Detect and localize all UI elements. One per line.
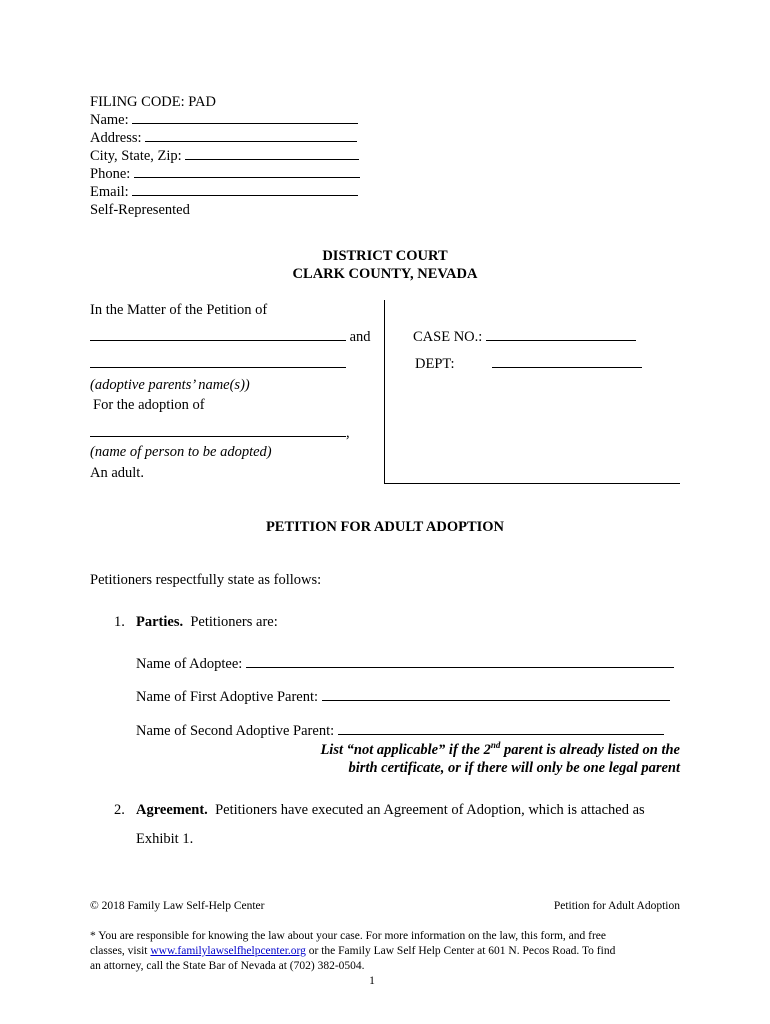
adoptee-field-line[interactable]	[246, 666, 674, 668]
footer-form-name: Petition for Adult Adoption	[553, 900, 680, 912]
adoptee-line-row	[90, 425, 350, 442]
self-help-center-link[interactable]: www.familylawselfhelpcenter.org	[150, 945, 306, 957]
address-field-line[interactable]	[145, 140, 357, 142]
second-parent-label: Name of Second Adoptive Parent:	[136, 723, 335, 739]
item-1-body: Petitioners are:	[190, 614, 278, 630]
first-parent-row	[136, 689, 670, 706]
adoptee-row	[136, 656, 674, 673]
item-2-text	[136, 802, 645, 819]
city-state-zip-label: City, State, Zip:	[90, 148, 182, 164]
dept-label: DEPT:	[415, 356, 455, 372]
footer-disclaimer-2: classes, visit www.familylawselfhelpcenter.org or the Family Law Self Help Center at 601 N. Pecos Road. To find	[90, 945, 616, 957]
for-adoption-text: For the adoption of	[93, 397, 205, 413]
email-label: Email:	[90, 184, 129, 200]
name-field-line[interactable]	[132, 122, 358, 124]
case-no-field-line[interactable]	[486, 339, 636, 341]
adoptee-label: Name of Adoptee:	[136, 656, 243, 672]
case-no-row	[413, 329, 636, 346]
intro-text: Petitioners respectfully state as follows:	[90, 572, 322, 588]
city-state-zip-field-line[interactable]	[185, 158, 359, 160]
filing-code: FILING CODE: PAD	[90, 94, 216, 110]
second-parent-row	[136, 723, 664, 740]
item-1-number: 1.	[114, 614, 125, 630]
item-1-heading: Parties.	[136, 614, 184, 630]
page-number: 1	[369, 975, 375, 987]
adult-text: An adult.	[90, 465, 144, 481]
footer-disclaimer-3: an attorney, call the State Bar of Nevada at (702) 382-0504.	[90, 960, 365, 972]
second-parent-field-line[interactable]	[338, 733, 664, 735]
item-2-line-2: Exhibit 1.	[136, 831, 194, 847]
adoptive-parents-note: (adoptive parents’ name(s))	[90, 377, 250, 393]
phone-field-row	[90, 166, 360, 183]
adopted-person-note: (name of person to be adopted)	[90, 444, 272, 460]
item-2-body: Petitioners have executed an Agreement of Adoption, which is attached as	[215, 802, 645, 818]
email-field-line[interactable]	[132, 194, 358, 196]
petitioner-name-line-2[interactable]	[90, 366, 346, 368]
matter-text: In the Matter of the Petition of	[90, 302, 268, 318]
dept-row	[492, 356, 642, 373]
item-2-heading: Agreement.	[136, 802, 208, 818]
address-label: Address:	[90, 130, 142, 146]
self-represented: Self-Represented	[90, 202, 190, 218]
address-field-row	[90, 130, 357, 147]
petitioner-name-line[interactable]	[90, 339, 346, 341]
adoptee-name-line[interactable]	[90, 435, 346, 437]
petitioner-line-row	[90, 329, 371, 346]
phone-label: Phone:	[90, 166, 131, 182]
phone-field-line[interactable]	[134, 176, 360, 178]
court-county: CLARK COUNTY, NEVADA	[292, 266, 478, 282]
not-applicable-note-line-2: birth certificate, or if there will only be one legal parent	[348, 760, 680, 776]
first-parent-field-line[interactable]	[322, 699, 670, 701]
item-2-number: 2.	[114, 802, 125, 818]
footer-disclaimer-1: * You are responsible for knowing the law about your case. For more information on the law, this form, and free	[90, 930, 606, 942]
document-title: PETITION FOR ADULT ADOPTION	[265, 519, 505, 535]
item-1-text	[136, 614, 278, 631]
petitioner-line-row-2	[90, 356, 346, 373]
case-no-label: CASE NO.:	[413, 329, 483, 345]
comma: ,	[346, 425, 350, 441]
footer-copyright: © 2018 Family Law Self-Help Center	[90, 900, 265, 912]
not-applicable-note: List “not applicable” if the 2nd parent is already listed on the	[320, 740, 680, 758]
caption-bottom-rule	[384, 483, 680, 484]
name-field-row	[90, 112, 358, 129]
email-field-row	[90, 184, 358, 201]
dept-field-line[interactable]	[492, 366, 642, 368]
name-label: Name:	[90, 112, 129, 128]
city-field-row	[90, 148, 359, 165]
court-name: DISTRICT COURT	[322, 248, 448, 264]
caption-divider	[384, 300, 385, 484]
first-parent-label: Name of First Adoptive Parent:	[136, 689, 319, 705]
and-text: and	[349, 329, 371, 345]
